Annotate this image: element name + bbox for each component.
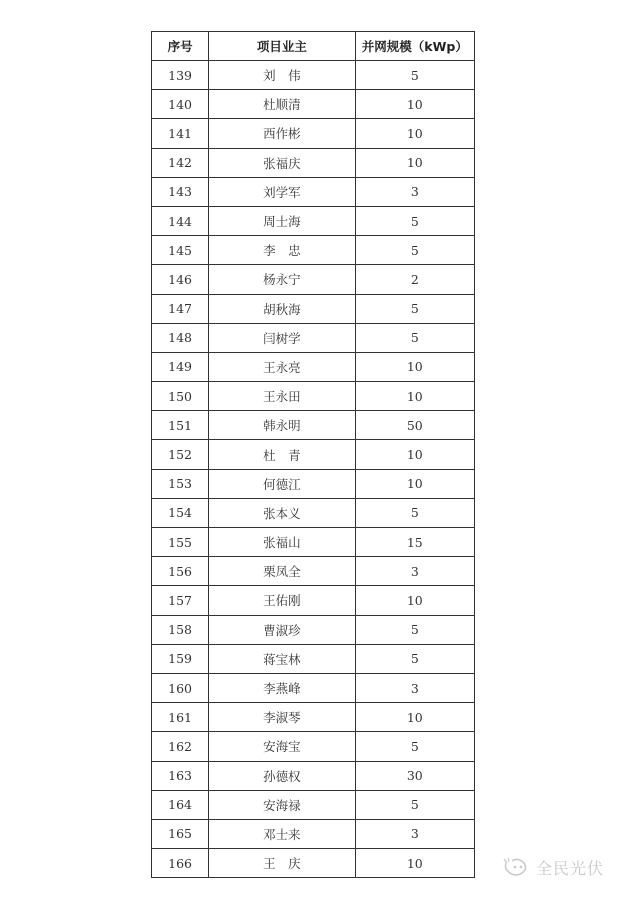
cell-project-owner: 王永田	[209, 382, 355, 411]
cell-project-owner: 孙德权	[209, 761, 355, 790]
header-project-owner: 项目业主	[209, 32, 355, 61]
table-row	[152, 119, 475, 148]
watermark	[502, 856, 604, 879]
table-row	[152, 615, 475, 644]
cell-serial-number: 161	[152, 703, 209, 732]
cell-serial-number: 147	[152, 294, 209, 323]
cell-grid-capacity: 3	[355, 557, 474, 586]
cell-serial-number: 150	[152, 382, 209, 411]
cell-serial-number: 158	[152, 615, 209, 644]
cell-grid-capacity: 10	[355, 352, 474, 381]
cell-serial-number: 156	[152, 557, 209, 586]
cell-serial-number: 145	[152, 236, 209, 265]
cell-grid-capacity: 5	[355, 498, 474, 527]
table-row	[152, 382, 475, 411]
cell-project-owner: 蒋宝林	[209, 644, 355, 673]
cell-grid-capacity: 5	[355, 61, 474, 90]
table-header-row	[152, 32, 475, 61]
cell-grid-capacity: 10	[355, 703, 474, 732]
cell-grid-capacity: 5	[355, 615, 474, 644]
cell-grid-capacity: 3	[355, 177, 474, 206]
cell-grid-capacity: 10	[355, 586, 474, 615]
cell-grid-capacity: 10	[355, 90, 474, 119]
cell-grid-capacity: 10	[355, 469, 474, 498]
cell-serial-number: 139	[152, 61, 209, 90]
cell-grid-capacity: 10	[355, 148, 474, 177]
cell-project-owner: 曹淑珍	[209, 615, 355, 644]
cell-grid-capacity: 5	[355, 644, 474, 673]
cell-serial-number: 163	[152, 761, 209, 790]
table-row	[152, 790, 475, 819]
table-row	[152, 644, 475, 673]
cell-project-owner: 杨永宁	[209, 265, 355, 294]
cell-project-owner: 安海宝	[209, 732, 355, 761]
cell-grid-capacity: 10	[355, 849, 474, 878]
table-row	[152, 469, 475, 498]
table-row	[152, 323, 475, 352]
cell-serial-number: 160	[152, 673, 209, 702]
cell-grid-capacity: 5	[355, 206, 474, 235]
cell-serial-number: 143	[152, 177, 209, 206]
watermark-text: 全民光伏	[536, 859, 605, 878]
table-row	[152, 440, 475, 469]
cell-grid-capacity: 15	[355, 528, 474, 557]
table-row	[152, 557, 475, 586]
cell-project-owner: 西作彬	[209, 119, 355, 148]
cell-serial-number: 162	[152, 732, 209, 761]
cell-grid-capacity: 2	[355, 265, 474, 294]
cell-serial-number: 165	[152, 819, 209, 848]
table-row	[152, 819, 475, 848]
cell-project-owner: 杜 青	[209, 440, 355, 469]
cell-grid-capacity: 5	[355, 732, 474, 761]
table-row	[152, 236, 475, 265]
table-row	[152, 61, 475, 90]
cell-serial-number: 151	[152, 411, 209, 440]
cell-serial-number: 141	[152, 119, 209, 148]
cell-project-owner: 王佑刚	[209, 586, 355, 615]
table-row	[152, 206, 475, 235]
header-grid-capacity: 并网规模（kWp）	[355, 32, 474, 61]
cell-serial-number: 154	[152, 498, 209, 527]
table-row	[152, 411, 475, 440]
cell-serial-number: 148	[152, 323, 209, 352]
cell-project-owner: 栗凤全	[209, 557, 355, 586]
table-row	[152, 352, 475, 381]
header-serial-number: 序号	[152, 32, 209, 61]
table-row	[152, 703, 475, 732]
cell-grid-capacity: 5	[355, 236, 474, 265]
cell-project-owner: 张本义	[209, 498, 355, 527]
cell-serial-number: 140	[152, 90, 209, 119]
cell-grid-capacity: 3	[355, 673, 474, 702]
cell-project-owner: 何德江	[209, 469, 355, 498]
cell-grid-capacity: 5	[355, 323, 474, 352]
cell-serial-number: 153	[152, 469, 209, 498]
cell-grid-capacity: 10	[355, 382, 474, 411]
table-row	[152, 732, 475, 761]
cell-grid-capacity: 3	[355, 819, 474, 848]
table-row	[152, 294, 475, 323]
grid-connection-table	[151, 31, 475, 878]
cell-serial-number: 155	[152, 528, 209, 557]
cell-serial-number: 146	[152, 265, 209, 294]
cell-grid-capacity: 10	[355, 119, 474, 148]
cell-serial-number: 166	[152, 849, 209, 878]
table-row	[152, 148, 475, 177]
cell-project-owner: 张福庆	[209, 148, 355, 177]
cell-project-owner: 王 庆	[209, 849, 355, 878]
cell-project-owner: 刘学军	[209, 177, 355, 206]
cell-project-owner: 张福山	[209, 528, 355, 557]
cell-grid-capacity: 5	[355, 790, 474, 819]
cell-serial-number: 152	[152, 440, 209, 469]
table-body	[152, 61, 475, 878]
table-row	[152, 498, 475, 527]
cell-grid-capacity: 30	[355, 761, 474, 790]
cell-serial-number: 164	[152, 790, 209, 819]
cell-grid-capacity: 10	[355, 440, 474, 469]
cell-project-owner: 胡秋海	[209, 294, 355, 323]
cell-serial-number: 149	[152, 352, 209, 381]
cell-serial-number: 142	[152, 148, 209, 177]
table-row	[152, 90, 475, 119]
cell-project-owner: 刘 伟	[209, 61, 355, 90]
cell-project-owner: 闫树学	[209, 323, 355, 352]
cell-project-owner: 邓士来	[209, 819, 355, 848]
cell-project-owner: 李 忠	[209, 236, 355, 265]
table-row	[152, 849, 475, 878]
cell-serial-number: 159	[152, 644, 209, 673]
cell-grid-capacity: 5	[355, 294, 474, 323]
cell-project-owner: 王永亮	[209, 352, 355, 381]
table-row	[152, 265, 475, 294]
table-row	[152, 586, 475, 615]
cell-serial-number: 157	[152, 586, 209, 615]
cell-grid-capacity: 50	[355, 411, 474, 440]
cell-project-owner: 李燕峰	[209, 673, 355, 702]
cell-project-owner: 杜顺清	[209, 90, 355, 119]
wechat-icon	[502, 857, 530, 879]
table-row	[152, 177, 475, 206]
cell-project-owner: 韩永明	[209, 411, 355, 440]
table-row	[152, 528, 475, 557]
table-row	[152, 673, 475, 702]
table-row	[152, 761, 475, 790]
cell-serial-number: 144	[152, 206, 209, 235]
cell-project-owner: 李淑琴	[209, 703, 355, 732]
cell-project-owner: 安海禄	[209, 790, 355, 819]
cell-project-owner: 周士海	[209, 206, 355, 235]
